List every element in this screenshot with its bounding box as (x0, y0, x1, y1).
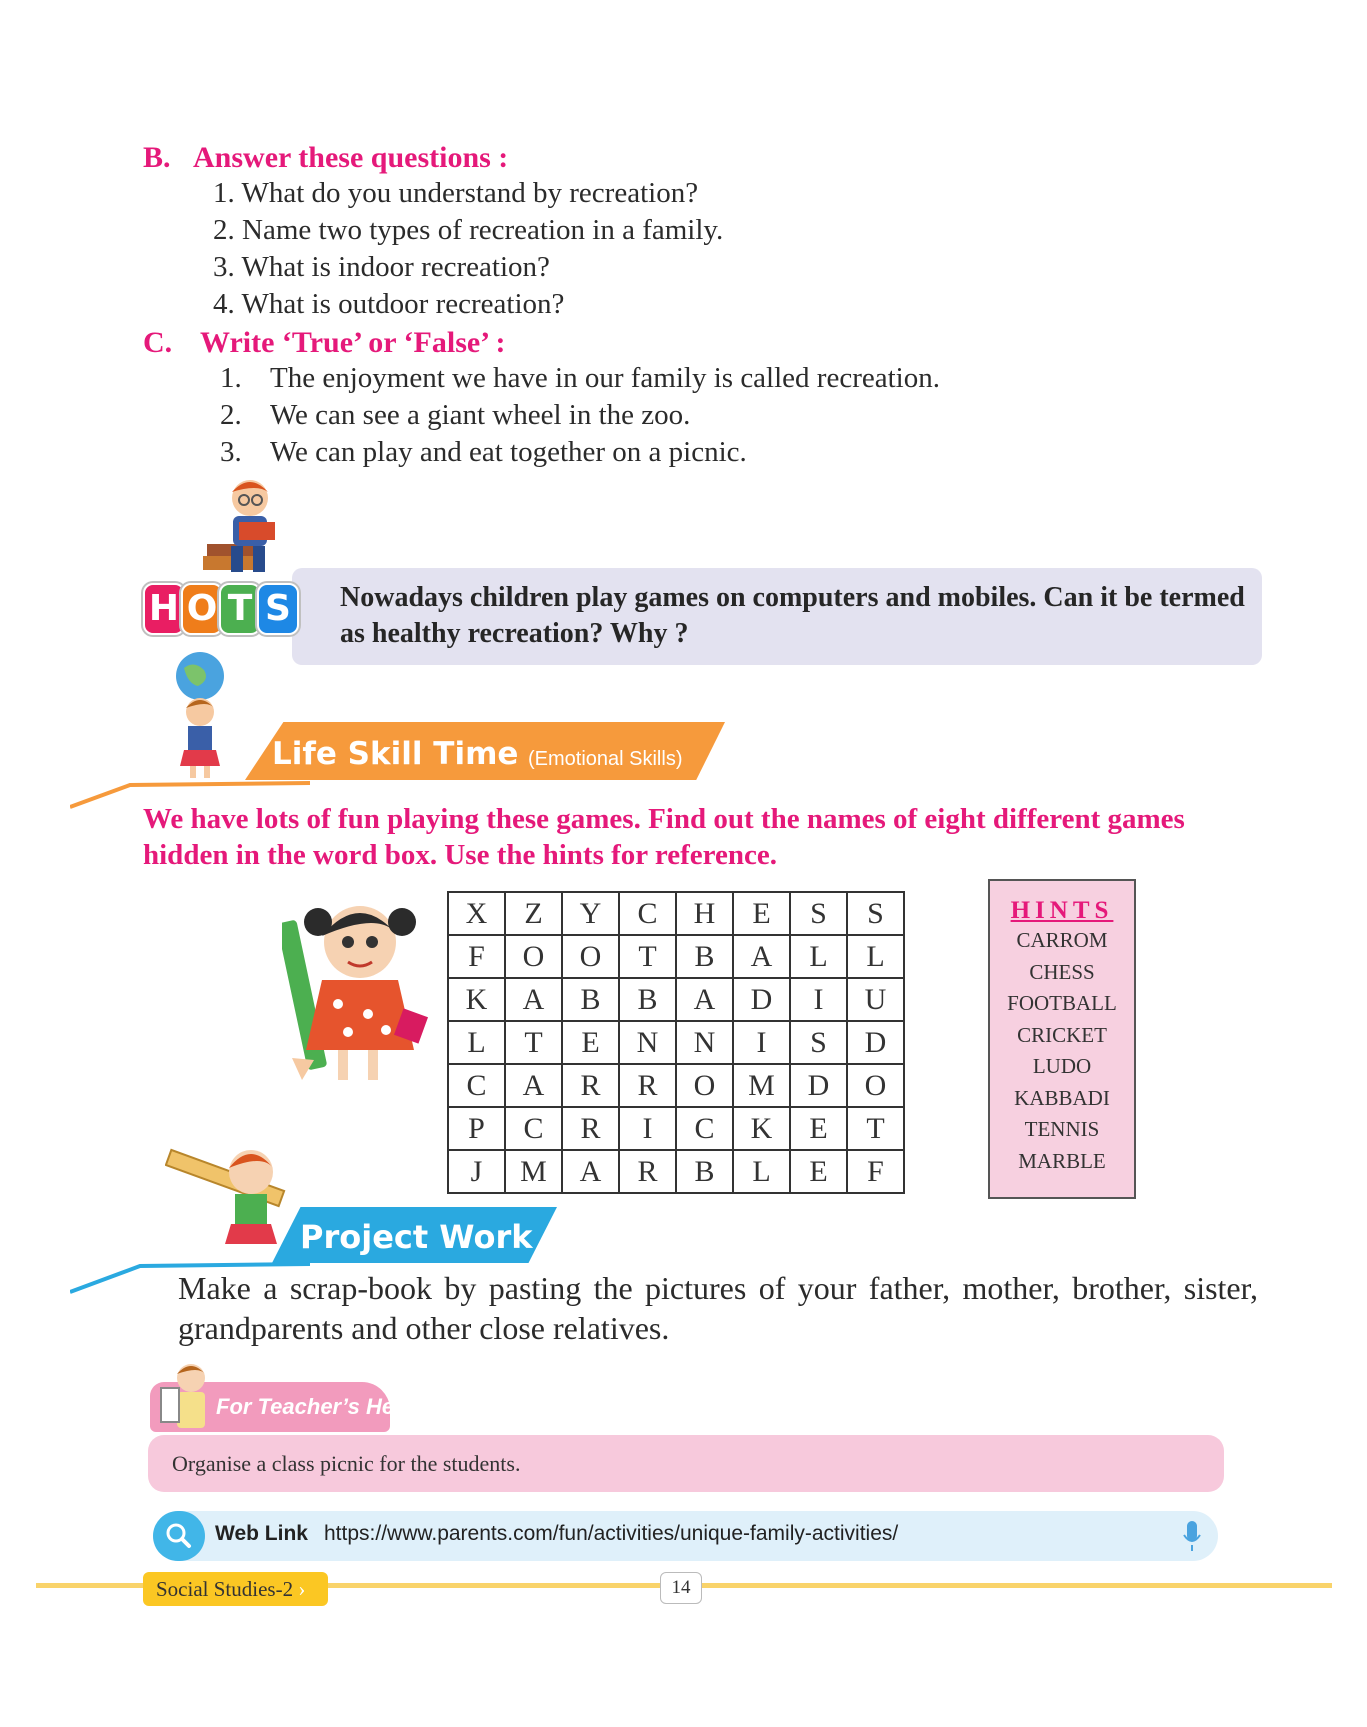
web-link-label: Web Link (215, 1522, 308, 1545)
reading-boy-illustration (195, 478, 285, 588)
section-b-heading (143, 141, 508, 175)
grid-cell: D (733, 978, 790, 1021)
grid-cell: K (733, 1107, 790, 1150)
grid-cell: P (448, 1107, 505, 1150)
hots-letter: S (257, 583, 299, 635)
pencil-girl-illustration (282, 880, 432, 1100)
grid-cell: H (676, 892, 733, 935)
web-link-url[interactable]: https://www.parents.com/fun/activities/unique-family-activities/ (324, 1522, 899, 1545)
grid-cell: T (505, 1021, 562, 1064)
grid-cell: L (448, 1021, 505, 1064)
hints-box (988, 879, 1136, 1199)
grid-cell: A (562, 1150, 619, 1193)
grid-cell: T (847, 1107, 904, 1150)
life-skill-title: Life Skill Time (272, 736, 519, 772)
web-link-icon-bg (153, 1511, 205, 1561)
grid-cell: O (676, 1064, 733, 1107)
grid-cell: I (733, 1021, 790, 1064)
grid-cell: Y (562, 892, 619, 935)
hint-item: CRICKET (1017, 1022, 1107, 1047)
hots-letter: O (181, 583, 223, 635)
grid-cell: O (847, 1064, 904, 1107)
question-item: 2. Name two types of recreation in a family. (213, 214, 724, 246)
grid-cell: C (448, 1064, 505, 1107)
life-skill-subtitle: (Emotional Skills) (528, 748, 683, 770)
grid-cell: K (448, 978, 505, 1021)
section-c-statements (220, 362, 940, 473)
grid-cell: I (790, 978, 847, 1021)
grid-cell: O (562, 935, 619, 978)
grid-row (448, 978, 904, 1021)
grid-cell: T (619, 935, 676, 978)
grid-cell: L (847, 935, 904, 978)
grid-cell: C (505, 1107, 562, 1150)
grid-cell: Z (505, 892, 562, 935)
grid-cell: A (676, 978, 733, 1021)
grid-cell: B (562, 978, 619, 1021)
section-b-title: Answer these questions : (193, 141, 509, 174)
grid-row (448, 1064, 904, 1107)
grid-cell: C (676, 1107, 733, 1150)
grid-row (448, 1150, 904, 1193)
grid-cell: N (619, 1021, 676, 1064)
grid-cell: I (619, 1107, 676, 1150)
grid-row (448, 935, 904, 978)
project-work-text: Make a scrap-book by pasting the pictures of your father, mother, brother, sister, grandparents and other close relatives. (178, 1270, 1258, 1346)
hint-item: KABBADI (1014, 1085, 1110, 1110)
grid-cell: F (847, 1150, 904, 1193)
grid-cell: S (790, 1021, 847, 1064)
grid-cell: R (619, 1064, 676, 1107)
hint-item: FOOTBALL (1007, 991, 1117, 1015)
grid-cell: R (562, 1107, 619, 1150)
project-work-title: Project Work (300, 1218, 533, 1256)
grid-cell: A (505, 1064, 562, 1107)
grid-cell: F (448, 935, 505, 978)
grid-row (448, 1107, 904, 1150)
hint-item: CHESS (1029, 959, 1095, 984)
grid-cell: C (619, 892, 676, 935)
hint-item: LUDO (1032, 1054, 1092, 1078)
grid-cell: B (676, 935, 733, 978)
grid-cell: E (562, 1021, 619, 1064)
grid-cell: M (505, 1150, 562, 1193)
search-icon (153, 1511, 205, 1561)
teacher-help-title: For Teacher’s Help (216, 1394, 414, 1419)
section-b-letter: B. (143, 141, 171, 174)
statement-item: 3. We can play and eat together on a picnic. (220, 436, 747, 468)
grid-cell: O (505, 935, 562, 978)
grid-row (448, 892, 904, 935)
grid-cell: A (505, 978, 562, 1021)
hints-title: HINTS (1010, 897, 1114, 924)
life-skill-instruction: We have lots of fun playing these games. Find out the names of eight different games hidden in the word box. Use the hints for reference. (143, 803, 1185, 871)
section-b-questions (213, 177, 723, 325)
hint-item: TENNIS (1024, 1117, 1100, 1141)
grid-cell: A (733, 935, 790, 978)
question-item: 3. What is indoor recreation? (213, 251, 550, 283)
grid-cell: D (847, 1021, 904, 1064)
grid-cell: L (733, 1150, 790, 1193)
question-item: 1. What do you understand by recreation? (213, 177, 699, 209)
word-search-grid (447, 891, 905, 1194)
chevron-right-icon: › (298, 1577, 306, 1601)
grid-cell: D (790, 1064, 847, 1107)
page-number: 14 (660, 1572, 702, 1604)
hint-item: CARROM (1016, 928, 1108, 952)
grid-cell: N (676, 1021, 733, 1064)
section-c-title: Write ‘True’ or ‘False’ : (200, 326, 506, 359)
microphone-icon (1182, 1519, 1202, 1553)
hots-letter: T (219, 583, 261, 635)
teacher-illustration (155, 1358, 215, 1438)
grid-cell: S (847, 892, 904, 935)
hint-item: MARBLE (1018, 1148, 1106, 1173)
question-item: 4. What is outdoor recreation? (213, 288, 565, 320)
statement-item: 1. The enjoyment we have in our family is called recreation. (220, 362, 940, 394)
grid-cell: U (847, 978, 904, 1021)
grid-cell: X (448, 892, 505, 935)
globe-girl-illustration (160, 650, 240, 780)
grid-cell: E (790, 1107, 847, 1150)
section-c-letter: C. (143, 326, 173, 359)
footer-book-title: Social Studies-2 › (156, 1577, 306, 1601)
hots-logo (143, 583, 295, 635)
teacher-help-text: Organise a class picnic for the students. (172, 1451, 521, 1476)
grid-cell: R (562, 1064, 619, 1107)
section-c-heading (143, 326, 505, 360)
statement-item: 2. We can see a giant wheel in the zoo. (220, 399, 691, 431)
ruler-girl-illustration (165, 1140, 295, 1260)
grid-cell: J (448, 1150, 505, 1193)
grid-cell: S (790, 892, 847, 935)
grid-cell: B (619, 978, 676, 1021)
grid-cell: E (733, 892, 790, 935)
grid-cell: E (790, 1150, 847, 1193)
hots-question: Nowadays children play games on computers and mobiles. Can it be termed as healthy recreation? Why ? (340, 582, 1245, 649)
grid-cell: M (733, 1064, 790, 1107)
grid-cell: B (676, 1150, 733, 1193)
grid-cell: R (619, 1150, 676, 1193)
grid-row (448, 1021, 904, 1064)
grid-cell: L (790, 935, 847, 978)
hots-letter: H (143, 583, 185, 635)
